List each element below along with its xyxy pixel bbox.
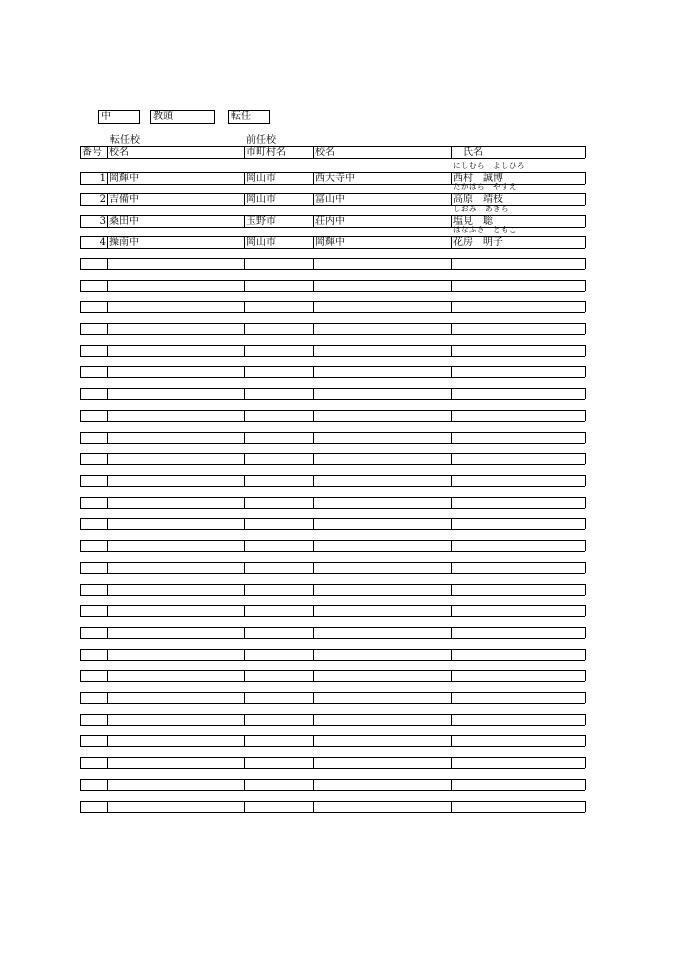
previous-school-group-label: 前任校 [246, 135, 276, 146]
table-column-rule [107, 475, 108, 486]
table-column-rule [80, 475, 81, 486]
row-name: 塩見 聡 [453, 216, 493, 227]
table-column-rule [585, 735, 586, 746]
table-column-rule [585, 258, 586, 269]
table-column-rule [80, 323, 81, 334]
table-column-rule [107, 345, 108, 356]
table-column-rule [80, 562, 81, 573]
table-column-rule [313, 801, 314, 812]
table-column-rule [107, 627, 108, 638]
table-column-rule [244, 366, 245, 377]
table-column-rule [451, 649, 452, 660]
table-column-rule [80, 280, 81, 291]
table-column-rule [451, 301, 452, 312]
table-rule [80, 508, 585, 509]
table-column-rule [585, 453, 586, 464]
table-rule [80, 540, 585, 541]
table-rule [80, 443, 585, 444]
table-column-rule [107, 714, 108, 725]
table-rule [80, 475, 585, 476]
table-rule [80, 573, 585, 574]
table-column-rule [244, 584, 245, 595]
table-column-rule [80, 757, 81, 768]
table-column-rule [451, 388, 452, 399]
table-column-rule [244, 670, 245, 681]
table-rule [80, 258, 585, 259]
table-column-rule [451, 584, 452, 595]
table-column-rule [107, 605, 108, 616]
table-column-rule [451, 258, 452, 269]
table-column-rule [80, 605, 81, 616]
table-column-rule [451, 497, 452, 508]
table-column-rule [585, 757, 586, 768]
table-column-rule [585, 280, 586, 291]
row-furigana: はなふさ ともこ [453, 225, 517, 234]
table-column-rule [451, 627, 452, 638]
table-column-rule [107, 692, 108, 703]
row-number: 2 [99, 194, 106, 205]
table-rule [80, 529, 585, 530]
row-number: 3 [99, 216, 106, 227]
table-column-rule [107, 801, 108, 812]
new-school-group-label: 転任校 [110, 135, 140, 146]
table-column-rule [313, 627, 314, 638]
table-column-rule [313, 540, 314, 551]
table-column-rule [107, 258, 108, 269]
table-column-rule [585, 172, 586, 184]
table-column-rule [585, 432, 586, 443]
table-column-rule [244, 301, 245, 312]
table-column-rule [451, 453, 452, 464]
table-column-rule [451, 366, 452, 377]
table-column-rule [313, 735, 314, 746]
table-rule [80, 735, 585, 736]
table-column-rule [585, 670, 586, 681]
table-rule [80, 616, 585, 617]
table-column-rule [107, 540, 108, 551]
row-city: 岡山市 [246, 173, 276, 184]
table-column-rule [313, 258, 314, 269]
table-rule [80, 595, 585, 596]
table-column-rule [80, 301, 81, 312]
table-rule [80, 248, 585, 249]
table-column-rule [313, 779, 314, 790]
table-rule [80, 768, 585, 769]
table-column-rule [244, 649, 245, 660]
table-rule [80, 280, 585, 281]
table-column-rule [585, 301, 586, 312]
row-number: 1 [99, 173, 106, 184]
table-rule [80, 801, 585, 802]
row-prev-school: 西大寺中 [315, 173, 355, 184]
column-header-number: 番号 [82, 147, 102, 158]
table-column-rule [585, 497, 586, 508]
row-number: 4 [99, 237, 106, 248]
table-column-rule [107, 280, 108, 291]
table-column-rule [585, 215, 586, 227]
table-column-rule [80, 649, 81, 660]
table-column-rule [244, 735, 245, 746]
table-column-rule [244, 518, 245, 529]
table-column-rule [451, 605, 452, 616]
table-column-rule [585, 366, 586, 377]
table-column-rule [244, 475, 245, 486]
table-column-rule [107, 410, 108, 421]
row-school: 桑田中 [109, 216, 139, 227]
table-column-rule [80, 540, 81, 551]
table-column-rule [80, 258, 81, 269]
table-column-rule [107, 366, 108, 377]
table-column-rule [244, 345, 245, 356]
transfer-type-value: 転任 [231, 111, 251, 122]
table-rule [80, 627, 585, 628]
table-column-rule [80, 735, 81, 746]
table-column-rule [107, 670, 108, 681]
table-column-rule [244, 497, 245, 508]
table-column-rule [585, 801, 586, 812]
table-column-rule [313, 410, 314, 421]
table-column-rule [313, 692, 314, 703]
table-rule [80, 345, 585, 346]
table-column-rule [244, 432, 245, 443]
row-name: 花房 明子 [453, 237, 503, 248]
table-column-rule [244, 323, 245, 334]
table-column-rule [585, 146, 586, 158]
table-column-rule [313, 497, 314, 508]
table-column-rule [107, 584, 108, 595]
table-column-rule [585, 518, 586, 529]
row-school: 吉備中 [109, 194, 139, 205]
table-rule [80, 518, 585, 519]
table-column-rule [585, 410, 586, 421]
table-column-rule [451, 540, 452, 551]
row-school: 岡輝中 [109, 173, 139, 184]
column-header-name: 氏名 [453, 147, 483, 158]
table-column-rule [244, 258, 245, 269]
table-rule [80, 562, 585, 563]
table-column-rule [80, 518, 81, 529]
table-column-rule [107, 779, 108, 790]
column-header-school: 校名 [109, 147, 129, 158]
table-column-rule [313, 475, 314, 486]
table-rule [80, 366, 585, 367]
table-column-rule [80, 627, 81, 638]
table-column-rule [313, 670, 314, 681]
table-column-rule [80, 388, 81, 399]
table-rule [80, 356, 585, 357]
table-column-rule [107, 301, 108, 312]
column-header-city: 市町村名 [246, 147, 286, 158]
table-rule [80, 746, 585, 747]
table-column-rule [244, 779, 245, 790]
table-column-rule [451, 345, 452, 356]
row-city: 岡山市 [246, 237, 276, 248]
table-column-rule [451, 432, 452, 443]
table-column-rule [80, 366, 81, 377]
table-column-rule [585, 562, 586, 573]
table-column-rule [313, 714, 314, 725]
table-column-rule [585, 475, 586, 486]
table-rule [80, 269, 585, 270]
table-column-rule [244, 627, 245, 638]
row-city: 岡山市 [246, 194, 276, 205]
table-rule [80, 291, 585, 292]
table-column-rule [80, 345, 81, 356]
table-rule [80, 432, 585, 433]
table-column-rule [107, 453, 108, 464]
table-column-rule [80, 497, 81, 508]
table-rule [80, 714, 585, 715]
table-rule [80, 312, 585, 313]
table-rule [80, 725, 585, 726]
row-name: 高原 靖枝 [453, 194, 503, 205]
table-column-rule [107, 757, 108, 768]
row-prev-school: 岡輝中 [315, 237, 345, 248]
table-column-rule [244, 714, 245, 725]
table-column-rule [313, 562, 314, 573]
row-school: 操南中 [109, 237, 139, 248]
table-rule [80, 399, 585, 400]
table-column-rule [451, 562, 452, 573]
table-rule [80, 649, 585, 650]
table-rule [80, 377, 585, 378]
table-column-rule [313, 366, 314, 377]
table-column-rule [585, 627, 586, 638]
table-column-rule [244, 388, 245, 399]
table-column-rule [585, 605, 586, 616]
table-rule [80, 388, 585, 389]
table-rule [80, 790, 585, 791]
table-column-rule [244, 453, 245, 464]
table-column-rule [585, 236, 586, 248]
table-column-rule [244, 280, 245, 291]
table-column-rule [244, 801, 245, 812]
table-column-rule [107, 518, 108, 529]
table-column-rule [451, 670, 452, 681]
table-rule [80, 323, 585, 324]
table-column-rule [313, 432, 314, 443]
row-furigana: たかはら やすえ [453, 182, 517, 191]
table-rule [80, 158, 585, 159]
table-column-rule [80, 801, 81, 812]
table-column-rule [585, 193, 586, 205]
table-column-rule [585, 323, 586, 334]
table-column-rule [313, 388, 314, 399]
table-rule [80, 660, 585, 661]
table-column-rule [313, 649, 314, 660]
table-column-rule [313, 301, 314, 312]
table-column-rule [80, 670, 81, 681]
table-column-rule [585, 779, 586, 790]
table-column-rule [313, 345, 314, 356]
table-column-rule [107, 497, 108, 508]
table-column-rule [80, 453, 81, 464]
table-column-rule [585, 540, 586, 551]
table-column-rule [451, 735, 452, 746]
table-column-rule [451, 779, 452, 790]
table-column-rule [585, 692, 586, 703]
table-column-rule [107, 735, 108, 746]
table-column-rule [451, 280, 452, 291]
table-column-rule [585, 388, 586, 399]
table-rule [80, 681, 585, 682]
table-column-rule [80, 410, 81, 421]
table-rule [80, 410, 585, 411]
table-rule [80, 334, 585, 335]
table-column-rule [585, 345, 586, 356]
table-column-rule [313, 280, 314, 291]
table-column-rule [107, 649, 108, 660]
table-column-rule [107, 562, 108, 573]
table-column-rule [313, 453, 314, 464]
table-column-rule [313, 518, 314, 529]
table-rule [80, 812, 585, 813]
table-column-rule [451, 692, 452, 703]
table-rule [80, 703, 585, 704]
table-column-rule [244, 692, 245, 703]
table-rule [80, 421, 585, 422]
table-rule [80, 453, 585, 454]
table-column-rule [451, 323, 452, 334]
table-column-rule [451, 475, 452, 486]
column-header-prev-school: 校名 [315, 147, 335, 158]
table-rule [80, 757, 585, 758]
row-furigana: にしむら よしひろ [453, 161, 525, 170]
table-column-rule [313, 323, 314, 334]
table-column-rule [585, 714, 586, 725]
table-rule [80, 464, 585, 465]
table-column-rule [585, 584, 586, 595]
table-column-rule [80, 779, 81, 790]
table-column-rule [80, 584, 81, 595]
table-column-rule [80, 432, 81, 443]
row-prev-school: 荘内中 [315, 216, 345, 227]
table-column-rule [244, 410, 245, 421]
row-name: 西村 誠博 [453, 173, 503, 184]
row-furigana: しおみ あきら [453, 204, 509, 213]
table-column-rule [451, 757, 452, 768]
table-rule [80, 692, 585, 693]
table-column-rule [107, 323, 108, 334]
row-city: 玉野市 [246, 216, 276, 227]
table-column-rule [313, 584, 314, 595]
table-column-rule [80, 692, 81, 703]
table-rule [80, 605, 585, 606]
table-rule [80, 638, 585, 639]
table-column-rule [107, 432, 108, 443]
table-rule [80, 205, 585, 206]
table-column-rule [244, 605, 245, 616]
table-column-rule [313, 605, 314, 616]
table-rule [80, 779, 585, 780]
table-column-rule [244, 540, 245, 551]
table-column-rule [244, 757, 245, 768]
table-column-rule [451, 801, 452, 812]
school-type-value: 中 [101, 111, 111, 122]
table-rule [80, 551, 585, 552]
table-rule [80, 670, 585, 671]
table-rule [80, 301, 585, 302]
row-prev-school: 富山中 [315, 194, 345, 205]
table-column-rule [244, 562, 245, 573]
table-rule [80, 584, 585, 585]
table-column-rule [585, 649, 586, 660]
table-column-rule [451, 714, 452, 725]
table-rule [80, 486, 585, 487]
table-column-rule [451, 410, 452, 421]
table-column-rule [313, 757, 314, 768]
table-rule [80, 497, 585, 498]
table-column-rule [80, 714, 81, 725]
table-column-rule [107, 388, 108, 399]
table-column-rule [451, 518, 452, 529]
position-value: 教頭 [153, 111, 173, 122]
